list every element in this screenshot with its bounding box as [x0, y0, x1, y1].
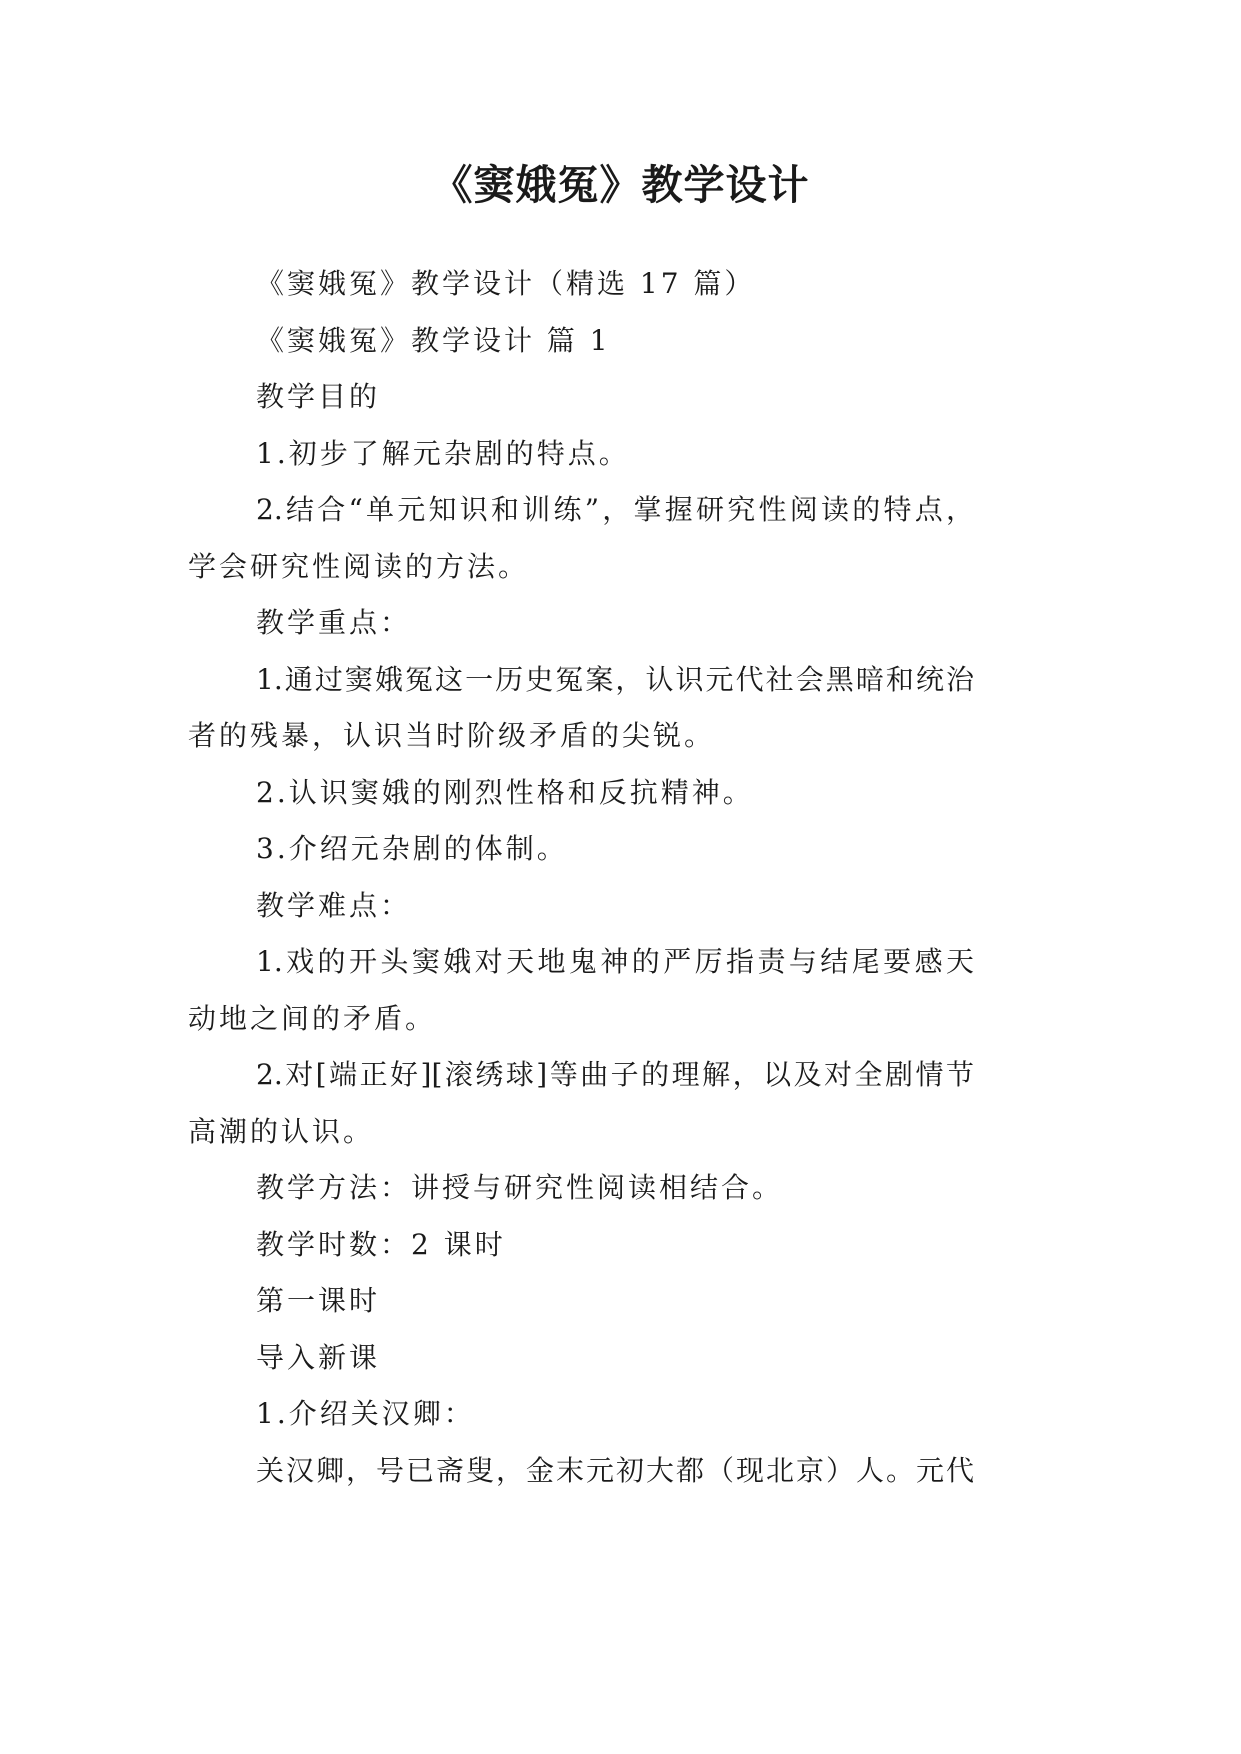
paragraph-line: 关汉卿，号已斋叟，金末元初大都（现北京）人。元代 — [256, 1454, 974, 1487]
paragraph-line: 2.结合“单元知识和训练”，掌握研究性阅读的特点， — [256, 493, 974, 526]
paragraph-line: 2.认识窦娥的刚烈性格和反抗精神。 — [256, 776, 754, 809]
paragraph-line: 3.介绍元杂剧的体制。 — [256, 832, 568, 865]
paragraph-line: 1.戏的开头窦娥对天地鬼神的严厉指责与结尾要感天 — [256, 945, 974, 978]
paragraph-line: 教学重点： — [256, 606, 412, 639]
paragraph-line: 第一课时 — [256, 1284, 381, 1317]
paragraph-line: 2.对[端正好][滚绣球]等曲子的理解，以及对全剧情节 — [256, 1058, 974, 1091]
section-heading: 《窦娥冤》教学设计 篇 1 — [256, 324, 611, 357]
paragraph-line: 高潮的认识。 — [188, 1115, 375, 1148]
paragraph-line: 1.介绍关汉卿： — [256, 1397, 475, 1430]
paragraph-line: 1.通过窦娥冤这一历史冤案，认识元代社会黑暗和统治 — [256, 663, 974, 696]
paragraph-line: 学会研究性阅读的方法。 — [188, 550, 530, 583]
paragraph-line: 导入新课 — [256, 1341, 381, 1374]
paragraph-line: 教学目的 — [256, 380, 381, 413]
paragraph-line: 动地之间的矛盾。 — [188, 1002, 437, 1035]
document-title: 《窦娥冤》教学设计 — [431, 161, 810, 209]
paragraph-line: 教学方法：讲授与研究性阅读相结合。 — [256, 1171, 784, 1204]
paragraph-line: 教学时数：2 课时 — [256, 1228, 506, 1261]
paragraph-line: 教学难点： — [256, 889, 412, 922]
paragraph-line: 者的残暴，认识当时阶级矛盾的尖锐。 — [188, 719, 716, 752]
paragraph-line: 1.初步了解元杂剧的特点。 — [256, 437, 630, 470]
subtitle-line: 《窦娥冤》教学设计（精选 17 篇） — [256, 267, 756, 300]
